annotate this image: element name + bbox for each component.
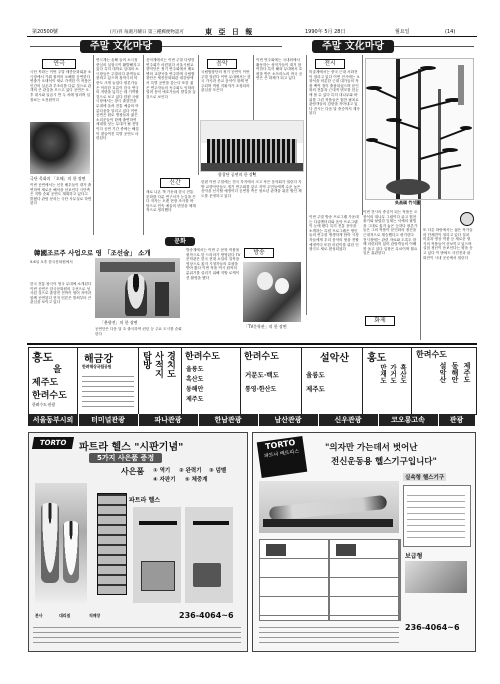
- ad-name: 을: [53, 365, 62, 375]
- fitness-ad-left[interactable]: [28, 432, 248, 652]
- travel-ad-7[interactable]: [362, 347, 412, 415]
- travel-ad-6[interactable]: [301, 347, 363, 415]
- travel-ad-2[interactable]: [77, 347, 139, 415]
- ad-item: 동해안: [186, 386, 204, 393]
- article-text: 미술계에서는 중국 근대 서화전이 열리고 있다 이번 전시에는 오창석을 비롯한 근대 대가들의 작품 백여 점이 출품되었으며 문인화의 전통과 근대적 변모를 한눈에 볼 수 있다 특히 대나무와 바위를 그린 작품들은 힘찬 필치로 관람객들의 감탄을 자아내고 있다 전시는 다음 달 중순까지 계속된다: [309, 70, 360, 116]
- fitness-ad-right[interactable]: [252, 432, 476, 652]
- person-figure: [63, 521, 79, 583]
- travel-ad-1[interactable]: [28, 347, 78, 415]
- agency-name[interactable]: 코오롱고속: [378, 414, 439, 426]
- col-divider: [362, 55, 363, 215]
- travel-ad-8[interactable]: [411, 347, 477, 415]
- header-rule: [27, 36, 477, 37]
- ad-title: 한려수도: [185, 352, 220, 362]
- spec-lines: [407, 490, 465, 542]
- feature-photo: [266, 544, 286, 556]
- article-text: 극단 목화는 이번 주말 세종문화회관 소극장에서 카뮈 원작의 오해를 공연한다 연출가 오태석이 새로 각색한 이 작품은 인간의 실존과 부조리를 다룬 것으로 관객의 큰 관심을 모으고 있다 공연은 오후 네시와 일곱시 반 두 차례 열리며 입장료는 오천원이다: [30, 70, 92, 102]
- ad-name: 사적지: [153, 351, 163, 378]
- ad-item: 가거도: [389, 364, 397, 384]
- ad-top-rule: [27, 343, 477, 345]
- dealer-list: [259, 623, 399, 647]
- ad-item: 울릉도: [306, 371, 325, 379]
- ad-headline: "의자만 가는데서 벗어난: [325, 443, 418, 453]
- photo-caption: 합창단 공연의 한 장면: [218, 172, 257, 177]
- agency-name[interactable]: 남산관광: [258, 414, 319, 426]
- product-label: 파트라 헬스: [129, 497, 161, 504]
- agency-name[interactable]: 터미널관광: [78, 414, 139, 426]
- article-text: 이번 전시의 중심이 되는 작품은 오창석의 대나무 그림이다 굵고 힘찬 줄기와 날렵한 잎새는 서예의 필법을 그대로 옮겨 놓은 듯하다 평론가들은 그의 작품이 문인화의 정신을 근대적으로 계승했다고 평가한다 전시장에는 관련 자료와 도록도 함께 마련되어 있어 관람객들의 이해를 돕고 있다 입장은 무료이며 월요일은 휴관한다: [363, 210, 418, 256]
- issue-info: (月)刊 毎週月曜日 第三種郵便物認可: [110, 30, 184, 35]
- issue-number: 第20500號: [32, 29, 58, 35]
- col-divider: [420, 200, 421, 340]
- ad-name: 한려수도: [32, 391, 67, 401]
- article-text: 또 다른 화랑에서는 젊은 작가들의 단체전이 열리고 있다 설치 미술과 영상 작품 등 새로운 형식의 작품들이 선보이고 있으며 실험 정신이 돋보인다는 평을 듣고 있다 이 밖에도 사진전과 판화전이 시내 곳곳에서 열린다: [423, 228, 473, 260]
- masthead: 東 亞 日 報: [205, 28, 255, 36]
- article-text: 이번 연주회에는 국내외에서 활동하는 성악가들이 대거 참여한다 특히 해외 무대에서 호평을 받은 소프라노의 귀국 공연은 큰 화제가 되고 있다: [256, 58, 303, 81]
- agency-name[interactable]: 서울동부시외: [28, 414, 79, 426]
- band-rule-left2: [162, 46, 282, 47]
- page-number: (14): [445, 29, 456, 35]
- model-photo: [259, 481, 399, 533]
- brand-logo: TORTO: [32, 437, 74, 449]
- theater-photo: [30, 122, 90, 174]
- ad-item: 흑산도: [399, 364, 407, 384]
- feature-photo: [336, 544, 356, 556]
- ad-item: 제주도: [463, 362, 471, 383]
- weekend-culture-band-right: 주말 文化마당: [312, 40, 394, 53]
- issue-date: 1990年 5月 28日: [305, 29, 346, 35]
- gift-item: ② 완력기: [179, 468, 202, 474]
- section-heading-exhibition: 전시: [315, 59, 345, 69]
- actor-face: [257, 272, 273, 290]
- ad-phone: 236-4064~6: [405, 623, 460, 632]
- bamboo-painting: [365, 58, 474, 200]
- gift-item: ① 역기: [153, 468, 171, 474]
- price-label: 보급형: [405, 553, 423, 560]
- article-text: 국립합창단의 정기 공연이 이번 주말 열린다 이번 무대에서는 한국 가곡과 종교 음악이 함께 연주되며 객원 지휘자가 초청되어 관심을 모은다: [201, 70, 251, 93]
- section-heading-music: 음악: [207, 59, 237, 69]
- weekend-culture-band-left: 주말 文化마당: [80, 40, 162, 53]
- store-label: 본사: [35, 613, 43, 618]
- ad-item: 제주도: [186, 396, 204, 403]
- chunhyang-photo: [95, 258, 180, 318]
- seal-stamp: [460, 212, 474, 226]
- article-text: 공연단은 다음 달 초 출국하여 런던 등 주요 도시를 순회한다: [95, 327, 182, 336]
- article-text: 새로 나온 책 가운데 한국 전통 문화를 다룬 연구서가 눈길을 끈다 저자는 오랜 현장 조사를 바탕으로 민속 예술의 변천을 체계적으로 정리했다: [146, 190, 196, 213]
- painting-caption: 吳昌碩 竹석圖: [395, 200, 421, 205]
- article-text: 연극계는 올해 들어 소극장 중심의 실험극이 활발해지고 있다 특히 대학로 일대의 소극장들은 주말마다 관객들로 붐비고 있으며 창작극의 비중도 크게 늘었다 평론가들은 이러한 흐름이 한국 연극의 저변을 넓히는 데 기여할 것으로 보고 있다 한편 국립극장에서는 창극 춘향전을 무대에 올려 전통 예술의 아름다움을 알리고 있다 이번 공연은 원로 명창들과 젊은 소리꾼들이 함께 출연하여 세대를 잇는 무대가 될 전망이다 공연 기간 중에는 해설이 곁들여진 특별 공연도 마련된다: [96, 58, 140, 141]
- mat-icon: [141, 561, 175, 591]
- dancer-figure: [125, 274, 147, 316]
- tv-drama-photo: [243, 262, 301, 322]
- ad-sub: 거문도·백도: [245, 371, 279, 379]
- choir-floor: [201, 163, 303, 171]
- agency-name[interactable]: 관광: [449, 416, 464, 424]
- ad-item: 흑산도: [186, 376, 204, 383]
- dumbbell-icon: [193, 521, 229, 525]
- band-rule-left: [30, 46, 80, 47]
- barbell-icon: [139, 521, 177, 525]
- section-heading-topic: 화제: [365, 316, 395, 326]
- article-text: 한편 이번 주말에는 전국 각지에서 크고 작은 음악회가 열린다 지방 교향악단들도 정기 연주회를 갖고 지역 주민들에게 수준 높은 음악을 선사할 예정이다 공연장 측은 청소년 관객을 위한 할인 제도를 운영하고 있다: [201, 180, 302, 198]
- feature-grid: [259, 539, 401, 621]
- store-label: 대리점: [59, 613, 70, 618]
- store-list: [33, 623, 241, 647]
- ad-item: 동해안: [451, 362, 459, 383]
- spec-box: [403, 485, 471, 547]
- feature-headline: 韓國조르주 사업으로 영 「조선술」 소개: [34, 249, 151, 257]
- gift-item: ④ 자판기: [153, 477, 176, 483]
- ad-name: 탐방: [141, 351, 151, 369]
- ad-item: 울릉도: [186, 366, 204, 373]
- ad-extra: 통영·한산도: [245, 386, 277, 393]
- ad-headline: 파트라 헬스 "시판기념": [79, 442, 184, 453]
- section-heading-broadcast: 방송: [244, 248, 274, 258]
- product-machine: [97, 493, 127, 595]
- weekday: 월요일: [395, 29, 410, 35]
- ad-title: 해금강: [84, 354, 113, 365]
- article-text: 이번 공연에서는 신진 배우들이 대거 출연하여 새로운 해석을 선보인다 극단측은 지방 순회 공연도 계획하고 있다고 밝혔다 관람 문의는 극단 사무실로 하면 된다: [30, 183, 92, 206]
- photo-caption: 「춘향전」의 한 장면: [100, 320, 138, 325]
- actor-face: [275, 278, 289, 294]
- gifts-label: 사은품: [121, 467, 145, 476]
- band-rule-right: [394, 46, 474, 47]
- ad-title: 한려수도: [244, 352, 279, 362]
- article-text: 한국 전통 창극이 영국 무대에 소개된다 이번 공연은 한국문화원의 주선으로 성사된 것으로 춘향전 전막이 영어 자막과 함께 공연된다 현지 언론은 벌써부터 큰 관심을 보이고 있다: [30, 282, 92, 305]
- travel-ad-3[interactable]: [138, 347, 182, 415]
- ad-note: 한려수도 관광: [32, 402, 56, 407]
- ad-item: 설악산: [439, 362, 447, 383]
- mini-product-photo: [405, 561, 467, 593]
- mat-base: [263, 519, 393, 527]
- section-heading-books: 신간: [160, 178, 190, 188]
- ad-subheadline: 5가지 사은품 증정: [89, 453, 162, 463]
- gift-item: ③ 덤벨: [209, 468, 227, 474]
- section-heading-theater: 연극: [42, 59, 76, 69]
- travel-ad-4[interactable]: [181, 347, 241, 415]
- product-label: 실속형 헬스기구: [405, 475, 445, 481]
- col-divider: [306, 55, 307, 315]
- ad-headline: 전신운동용 헬스기구입니다": [331, 457, 437, 467]
- ad-name: 경치도: [165, 351, 175, 378]
- article-text: 방송계에서는 이번 주 문학 작품을 원작으로 한 드라마가 방영된다 TV문학관은 한국 현대 소설의 걸작을 영상으로 옮겨 시청자들의 호평을 받아 왔다 이번 작품 역시 원작의 분위기를 살리기 위해 지방 로케이션 촬영을 했다: [186, 248, 241, 280]
- agency-name[interactable]: 한남관광: [198, 414, 259, 426]
- article-text: 음악계에서는 이번 주말 다양한 연주회가 마련된다 서울시립교향악단은 정기 연주회에서 베토벤의 교향곡을 연주하며 국립합창단은 세종문화회관 대강당에서 특별 공연을 갖는다 또한 젊은 연주자들의 독주회도 잇따라 열려 음악 애호가들의 발길을 끌 것으로 보인다: [146, 58, 196, 99]
- pavilion: [100, 262, 175, 272]
- store-label: 직매장: [89, 613, 100, 618]
- choir-photo: [200, 120, 304, 172]
- gift-item: ⑤ 체중계: [185, 477, 208, 483]
- person-figure: [41, 503, 59, 583]
- ad-schedule-box: [82, 372, 134, 410]
- ad-sub: 한려해상국립공원: [82, 364, 112, 369]
- bamboo-painting-svg: [366, 59, 473, 199]
- col-divider: [198, 55, 199, 175]
- photo-caption: 「TV문학관」의 한 장면: [244, 324, 287, 329]
- ad-name: 제주도: [32, 378, 59, 388]
- ad-title: 한려수도: [416, 349, 447, 359]
- article-text: 이번 주말 방송 프로그램 가운데는 다큐멘터리와 음악 프로그램이 눈에 띈다 특히 전통 음악을 소개하는 특집 프로그램은 명인들의 연주를 생생하게 담아 시청자들에게 우리 음악의 멋을 전할 예정이다 또한 어린이를 위한 인형극도 새로 편성되었다: [309, 215, 359, 252]
- col-divider: [143, 55, 144, 235]
- col-divider: [93, 55, 94, 235]
- brand-name: TORTO: [264, 438, 296, 452]
- agency-name[interactable]: 파나관광: [138, 414, 199, 426]
- brand-logo: [257, 436, 308, 478]
- culture-band-mid: 문화: [165, 237, 195, 246]
- travel-ad-5[interactable]: [240, 347, 302, 415]
- ad-title: 설악산: [320, 353, 349, 364]
- ad-item: 제주도: [306, 385, 325, 393]
- ad-title: 홍도: [367, 353, 387, 364]
- family-photo: [35, 483, 87, 603]
- brand-subname: 파트너 매트리스: [263, 448, 300, 460]
- travel-agency-strip: [28, 414, 475, 426]
- article-text: 5.6일 오후 한국문화원에서: [30, 260, 73, 264]
- model-figure: [269, 495, 388, 521]
- agency-name[interactable]: 신우관광: [318, 414, 379, 426]
- side-figure: [155, 282, 169, 316]
- scale-icon: [193, 563, 221, 587]
- ad-item: 만재도: [379, 364, 387, 384]
- ad-phone: 236-4064~6: [179, 611, 234, 620]
- ad-title: 흥도: [32, 351, 54, 364]
- photo-caption: 극단 목화의 「오해」의 한 장면: [30, 176, 86, 181]
- gift-photos: [133, 507, 237, 603]
